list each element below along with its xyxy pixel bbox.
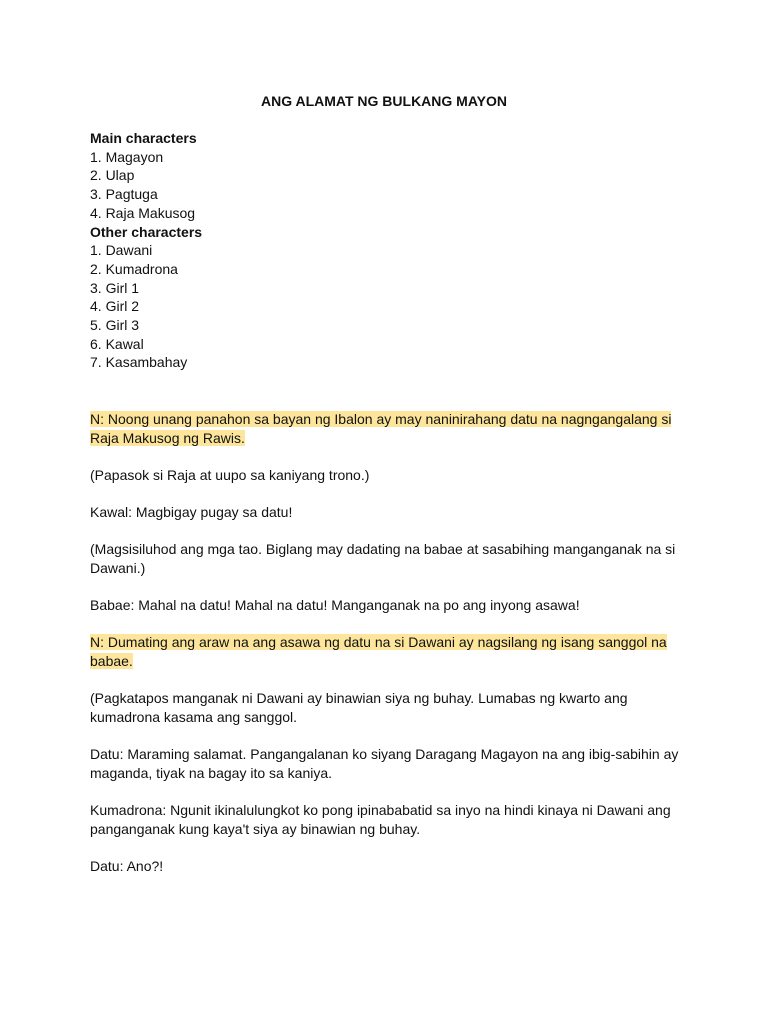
script-line-text: panganganak kung kaya't siya ay binawian ng buhay. <box>90 821 421 838</box>
other-character-item: 3. Girl 1 <box>90 279 140 296</box>
main-character-item: 2. Ulap <box>90 167 135 184</box>
script-paragraph <box>90 745 680 783</box>
narration-paragraph <box>90 633 680 671</box>
other-character-item: 6. Kawal <box>90 335 144 352</box>
script-line <box>90 559 680 578</box>
script-line-text: (Papasok si Raja at uupo sa kaniyang trono.) <box>90 467 370 484</box>
document-body <box>90 129 680 876</box>
script-line-text: N: Dumating ang araw na ang asawa ng datu na si Dawani ay nagsilang ng isang sanggol na <box>90 634 667 651</box>
narration-paragraph <box>90 410 680 448</box>
script-line-text: maganda, tiyak na bagay ito sa kaniya. <box>90 765 333 782</box>
script-paragraph <box>90 857 680 876</box>
script-line <box>90 466 680 485</box>
script-paragraph <box>90 540 680 578</box>
script-line <box>90 764 680 783</box>
script-line-text: Datu: Ano?! <box>90 858 164 875</box>
main-character-item: 4. Raja Makusog <box>90 204 196 221</box>
main-characters-heading: Main characters <box>90 130 197 146</box>
other-character-item: 2. Kumadrona <box>90 260 178 277</box>
script-line-text: Kawal: Magbigay pugay sa datu! <box>90 504 293 521</box>
script-line-text: babae. <box>90 653 133 670</box>
script-line <box>90 540 680 559</box>
script-line-text: kumadrona kasama ang sanggol. <box>90 709 298 726</box>
script-line <box>90 429 680 448</box>
script-line <box>90 708 680 727</box>
other-character-item: 5. Girl 3 <box>90 317 140 334</box>
script-line <box>90 820 680 839</box>
script-line-text: N: Noong unang panahon sa bayan ng Ibalon ay may naninirahang datu na nagngangalang si <box>90 411 672 428</box>
script-line <box>90 652 680 671</box>
script-paragraph <box>90 689 680 727</box>
script-line-text: Babae: Mahal na datu! Mahal na datu! Manganganak na po ang inyong asawa! <box>90 597 580 614</box>
script-paragraph <box>90 801 680 839</box>
script-line-text: Raja Makusog ng Rawis. <box>90 430 245 447</box>
script-line <box>90 503 680 522</box>
script-line-text: Dawani.) <box>90 560 146 577</box>
script-line <box>90 801 680 820</box>
script-paragraph <box>90 596 680 615</box>
other-character-item: 1. Dawani <box>90 242 153 259</box>
script-line-text: Kumadrona: Ngunit ikinalulungkot ko pong ipinababatid sa inyo na hindi kinaya ni Dawani ang <box>90 802 671 819</box>
script-line-text: Datu: Maraming salamat. Pangangalanan ko siyang Daragang Magayon na ang ibig-sabihin ay <box>90 746 679 763</box>
script-paragraph <box>90 466 680 485</box>
script-line-text: (Pagkatapos manganak ni Dawani ay binawian siya ng buhay. Lumabas ng kwarto ang <box>90 690 628 707</box>
script-paragraph <box>90 503 680 522</box>
script-line <box>90 857 680 876</box>
main-character-item: 3. Pagtuga <box>90 186 158 203</box>
other-character-item: 7. Kasambahay <box>90 354 188 371</box>
script-body <box>90 410 680 876</box>
other-characters-heading: Other characters <box>90 223 203 240</box>
script-line <box>90 689 680 708</box>
main-character-item: 1. Magayon <box>90 148 164 165</box>
document-title: ANG ALAMAT NG BULKANG MAYON <box>260 93 508 109</box>
script-line <box>90 633 680 652</box>
script-line <box>90 596 680 615</box>
other-character-item: 4. Girl 2 <box>90 298 140 315</box>
script-line-text: (Magsisiluhod ang mga tao. Biglang may dadating na babae at sasabihing manganganak na si <box>90 541 676 558</box>
script-line <box>90 745 680 764</box>
script-line <box>90 410 680 429</box>
